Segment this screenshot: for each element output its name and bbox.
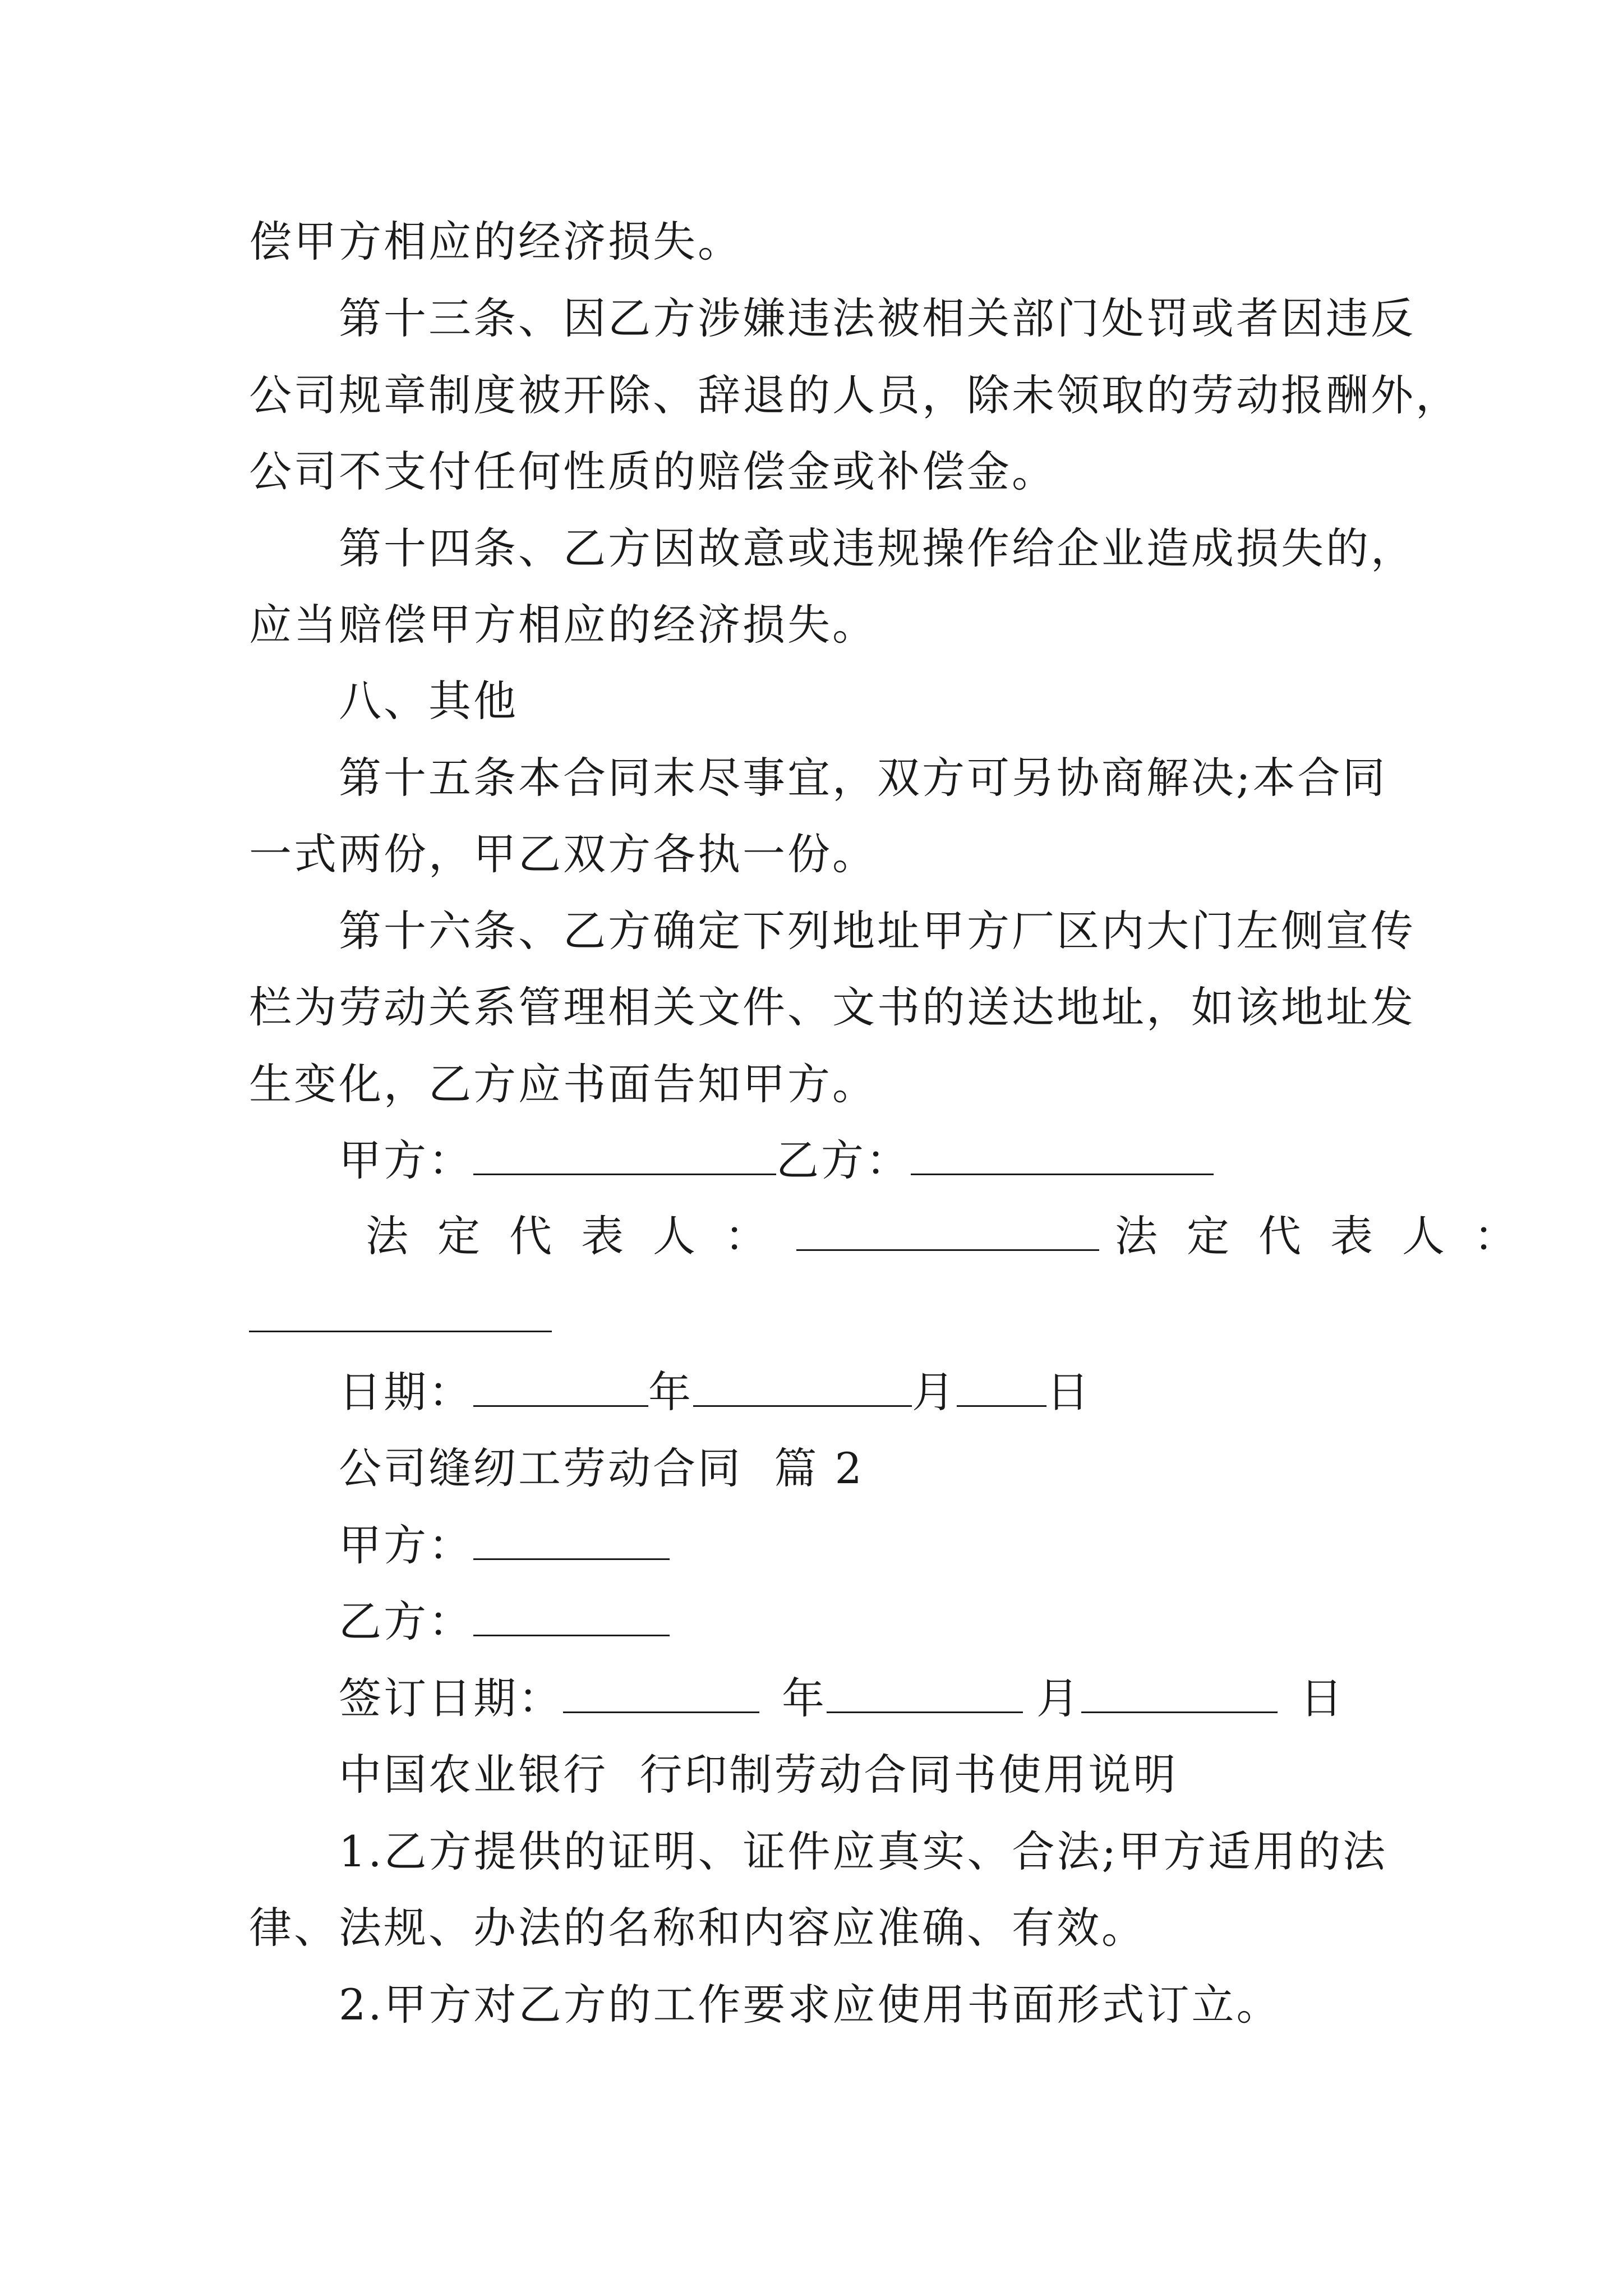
sign-month-blank[interactable] [827, 1677, 1023, 1713]
item-1: 1.乙方提供的证明、证件应真实、合法;甲方适用的法 [339, 1826, 1388, 1876]
text-line: 第十四条、乙方因故意或违规操作给企业造成损失的， [339, 523, 1415, 573]
party-b-label: 乙方： [776, 1135, 911, 1185]
section2-party-a-blank[interactable] [473, 1524, 670, 1560]
day-label: 日 [1046, 1367, 1091, 1417]
party-b-blank[interactable] [911, 1139, 1214, 1175]
text-line: 公司规章制度被开除、辞退的人员，除未领取的劳动报酬外， [249, 370, 1460, 420]
text-line: 第十五条本合同末尽事宜，双方可另协商解决;本合同 [339, 753, 1387, 803]
rep-b-label: 法定代表人： [1115, 1211, 1546, 1261]
party-a-label: 甲方： [339, 1135, 473, 1185]
item-1-continued: 律、法规、办法的名称和内容应准确、有效。 [249, 1903, 1146, 1953]
year-label: 年 [648, 1367, 693, 1417]
text-line: 应当赔偿甲方相应的经济损失。 [249, 600, 877, 650]
section2-party-b-label: 乙方： [339, 1596, 473, 1646]
sign-year-blank[interactable] [563, 1677, 759, 1713]
signature-date [339, 1364, 1483, 1420]
section2-party-a [339, 1517, 1483, 1573]
date-label: 日期： [339, 1367, 473, 1417]
rep-b-blank[interactable] [249, 1331, 552, 1332]
signature-representatives [366, 1208, 1546, 1264]
rep-a-blank[interactable] [796, 1214, 1099, 1251]
sign-month-label: 月 [1036, 1673, 1081, 1723]
text-line: 生变化，乙方应书面告知甲方。 [249, 1059, 877, 1109]
bank-note: 中国农业银行 行印制劳动合同书使用说明 [339, 1750, 1178, 1800]
section2-party-a-label: 甲方： [339, 1520, 473, 1570]
section2-sign-date [339, 1671, 1483, 1727]
section2-title: 公司缝纫工劳动合同 篇 2 [339, 1443, 864, 1493]
signature-parties [339, 1133, 1483, 1189]
day-blank[interactable] [957, 1370, 1046, 1407]
sign-date-label: 签订日期： [339, 1673, 563, 1723]
party-a-blank[interactable] [473, 1139, 776, 1175]
text-line: 公司不支付任何性质的赔偿金或补偿金。 [249, 447, 1057, 496]
text-line: 偿甲方相应的经济损失。 [249, 217, 743, 266]
text-line: 第十六条、乙方确定下列地址甲方厂区内大门左侧宣传 [339, 906, 1415, 956]
text-line: 一式两份，甲乙双方各执一份。 [249, 829, 877, 879]
sign-day-blank[interactable] [1081, 1677, 1278, 1713]
item-2: 2.甲方对乙方的工作要求应使用书面形式订立。 [339, 1980, 1281, 2030]
month-label: 月 [912, 1367, 957, 1417]
section2-party-b [339, 1594, 1483, 1650]
rep-a-label: 法定代表人： [366, 1211, 796, 1261]
sign-day-label: 日 [1300, 1673, 1345, 1723]
year-blank[interactable] [473, 1370, 648, 1407]
section-heading: 八、其他 [339, 676, 518, 726]
month-blank[interactable] [693, 1370, 912, 1407]
text-line: 第十三条、因乙方涉嫌违法被相关部门处罚或者因违反 [339, 293, 1415, 343]
section2-party-b-blank[interactable] [473, 1600, 670, 1636]
text-line: 栏为劳动关系管理相关文件、文书的送达地址，如该地址发 [249, 982, 1415, 1032]
sign-year-label: 年 [782, 1673, 827, 1723]
